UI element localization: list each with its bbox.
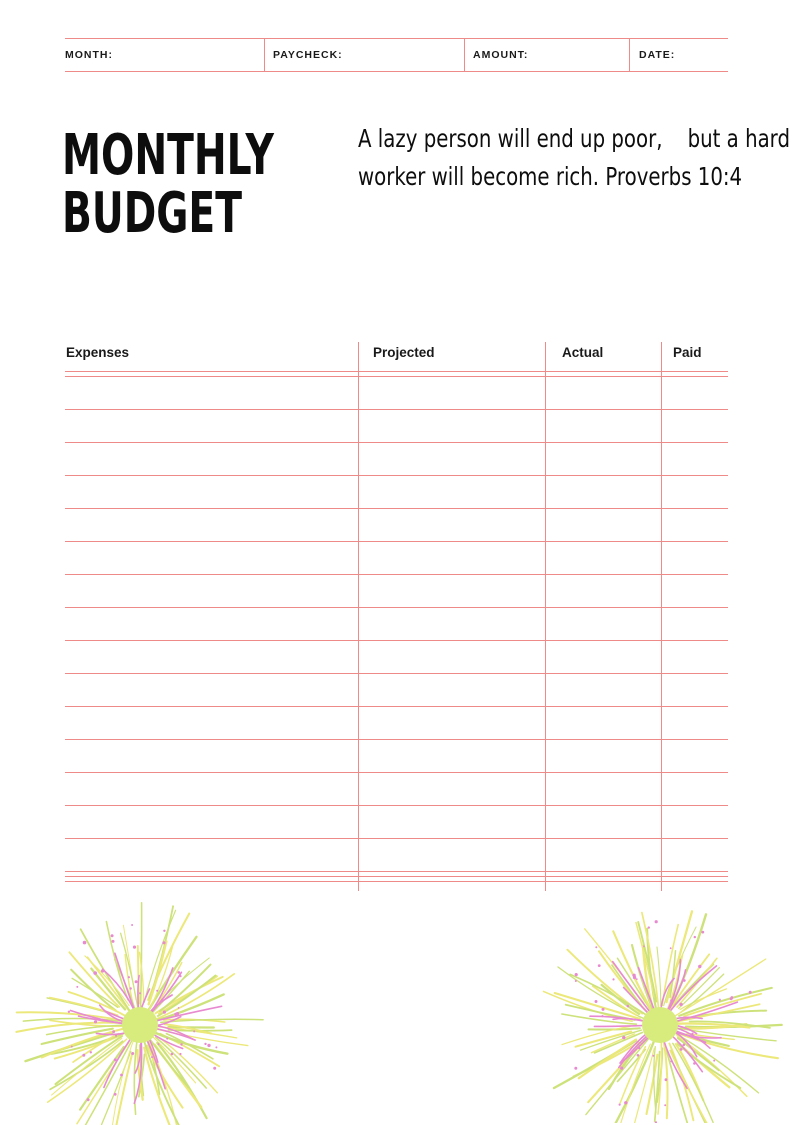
firework-spark <box>701 931 704 934</box>
firework-spark <box>162 941 165 944</box>
firework-spark <box>638 1047 640 1049</box>
firework-spark <box>670 947 672 949</box>
firework-spark <box>135 980 138 983</box>
firework-spark <box>693 1062 696 1065</box>
header-separator <box>464 38 465 72</box>
firework-spark <box>632 974 635 977</box>
budget-table <box>65 340 728 892</box>
firework-spark <box>713 1060 715 1062</box>
firework-spark <box>178 1007 180 1009</box>
firework-spark <box>133 946 136 949</box>
quote-line2: worker will become rich. Proverbs 10:4 <box>358 162 743 191</box>
firework-spark <box>213 1067 216 1070</box>
firework-spark <box>622 1036 625 1039</box>
firework-spark <box>655 920 658 923</box>
table-row[interactable] <box>65 805 728 806</box>
firework-spark <box>204 1043 206 1045</box>
header-rule <box>65 376 728 377</box>
firework-spark <box>602 1008 605 1011</box>
date-field-label: DATE: <box>639 49 676 61</box>
firework-spark <box>158 1043 160 1045</box>
firework-ray <box>654 1047 656 1113</box>
paycheck-field-label: PAYCHECK: <box>273 49 343 61</box>
firework-spark <box>598 964 601 967</box>
firework-spark <box>624 1101 627 1104</box>
firework-spark <box>71 1046 73 1048</box>
firework-spark <box>749 991 752 994</box>
firework-spark <box>115 1035 117 1037</box>
firework-spark <box>176 1012 179 1015</box>
firework-spark <box>114 1093 117 1096</box>
table-row[interactable] <box>65 475 728 476</box>
firework-spark <box>76 986 78 988</box>
firework-spark <box>627 1005 630 1008</box>
column-header-paid: Paid <box>673 345 702 360</box>
firework-spark <box>683 1044 686 1047</box>
firework-spark <box>112 940 115 943</box>
firework-spark <box>171 1053 174 1056</box>
table-row[interactable] <box>65 871 728 872</box>
firework-spark <box>83 941 87 945</box>
page-title-line1: MONTHLY <box>62 123 274 188</box>
firework-ray <box>629 1049 655 1124</box>
firework-core <box>642 1007 678 1043</box>
firework-spark <box>731 996 734 999</box>
firework-spark <box>679 1003 682 1006</box>
bible-quote <box>358 120 790 196</box>
firework-spark <box>595 1000 598 1003</box>
table-row[interactable] <box>65 442 728 443</box>
firework-spark <box>163 1011 166 1014</box>
quote-line1: A lazy person will end up poor, but a hard <box>358 124 790 153</box>
firework-spark <box>163 930 165 932</box>
firework-ray <box>169 1027 214 1028</box>
firework-spark <box>595 946 597 948</box>
firework-spark <box>193 1030 195 1032</box>
column-header-expenses: Expenses <box>66 345 130 360</box>
firework-spark <box>139 992 141 994</box>
firework-spark <box>111 934 114 937</box>
firework-spark <box>619 1104 621 1106</box>
firework-spark <box>670 1060 672 1062</box>
firework-spark <box>128 976 130 978</box>
firework-spark <box>612 978 614 980</box>
table-row[interactable] <box>65 640 728 641</box>
firework-burst-icon <box>535 890 785 1123</box>
firework-spark <box>698 965 701 968</box>
firework-core <box>122 1007 158 1043</box>
firework-spark <box>156 990 158 992</box>
month-field-label: MONTH: <box>65 49 113 61</box>
column-divider <box>545 342 546 891</box>
firework-spark <box>664 1104 666 1106</box>
firework-spark <box>120 1074 123 1077</box>
firework-spark <box>575 973 578 976</box>
firework-spark <box>643 946 645 948</box>
firework-spark <box>694 936 696 938</box>
firework-spark <box>68 1011 70 1013</box>
firework-spark <box>665 1078 668 1081</box>
table-row[interactable] <box>65 739 728 740</box>
firework-spark <box>680 1048 683 1051</box>
footer-rule <box>65 876 728 877</box>
firework-ray <box>69 952 119 1007</box>
amount-field-label: AMOUNT: <box>473 49 529 61</box>
firework-spark <box>114 1058 117 1061</box>
header-separator <box>264 38 265 72</box>
firework-spark <box>637 1054 640 1057</box>
firework-spark <box>101 969 104 972</box>
page-title <box>62 123 274 246</box>
firework-spark <box>179 1053 181 1055</box>
firework-spark <box>683 979 686 982</box>
firework-spark <box>93 971 97 975</box>
table-row[interactable] <box>65 574 728 575</box>
firework-spark <box>207 1044 210 1047</box>
firework-spark <box>178 971 181 974</box>
firework-spark <box>159 1003 161 1005</box>
firework-spark <box>87 1098 90 1101</box>
column-header-actual: Actual <box>562 345 604 360</box>
firework-spark <box>574 1067 577 1070</box>
table-row[interactable] <box>65 607 728 608</box>
firework-spark <box>719 999 721 1001</box>
firework-spark <box>215 1046 217 1048</box>
firework-spark <box>620 1067 623 1070</box>
table-row[interactable] <box>65 508 728 509</box>
table-row[interactable] <box>65 772 728 773</box>
firework-spark <box>131 1052 134 1055</box>
firework-spark <box>130 987 132 989</box>
header-fields <box>65 38 728 72</box>
firework-ray <box>115 1053 132 1125</box>
firework-spark <box>636 978 638 980</box>
header-separator <box>629 38 630 72</box>
firework-spark <box>670 999 673 1002</box>
header-rule <box>65 371 728 372</box>
firework-spark <box>151 1056 153 1058</box>
firework-burst-icon <box>10 890 270 1125</box>
firework-spark <box>648 926 650 928</box>
table-row[interactable] <box>65 706 728 707</box>
firework-spark <box>166 1038 168 1040</box>
firework-spark <box>601 1015 603 1017</box>
firework-spark <box>112 1030 115 1033</box>
firework-spark <box>179 975 181 977</box>
firework-spark <box>94 1020 97 1023</box>
footer-rule <box>65 881 728 882</box>
column-header-projected: Projected <box>373 345 435 360</box>
firework-spark <box>90 1051 92 1053</box>
table-row[interactable] <box>65 409 728 410</box>
table-row[interactable] <box>65 541 728 542</box>
firework-spark <box>131 924 133 926</box>
table-row[interactable] <box>65 673 728 674</box>
firework-spark <box>652 1055 654 1057</box>
page-title-line2: BUDGET <box>62 181 242 246</box>
firework-spark <box>180 1043 182 1045</box>
firework-spark <box>622 1058 625 1061</box>
firework-spark <box>82 1054 85 1057</box>
table-row[interactable] <box>65 838 728 839</box>
column-divider <box>661 342 662 891</box>
firework-spark <box>575 980 577 982</box>
firework-spark <box>691 1033 693 1035</box>
column-divider <box>358 342 359 891</box>
